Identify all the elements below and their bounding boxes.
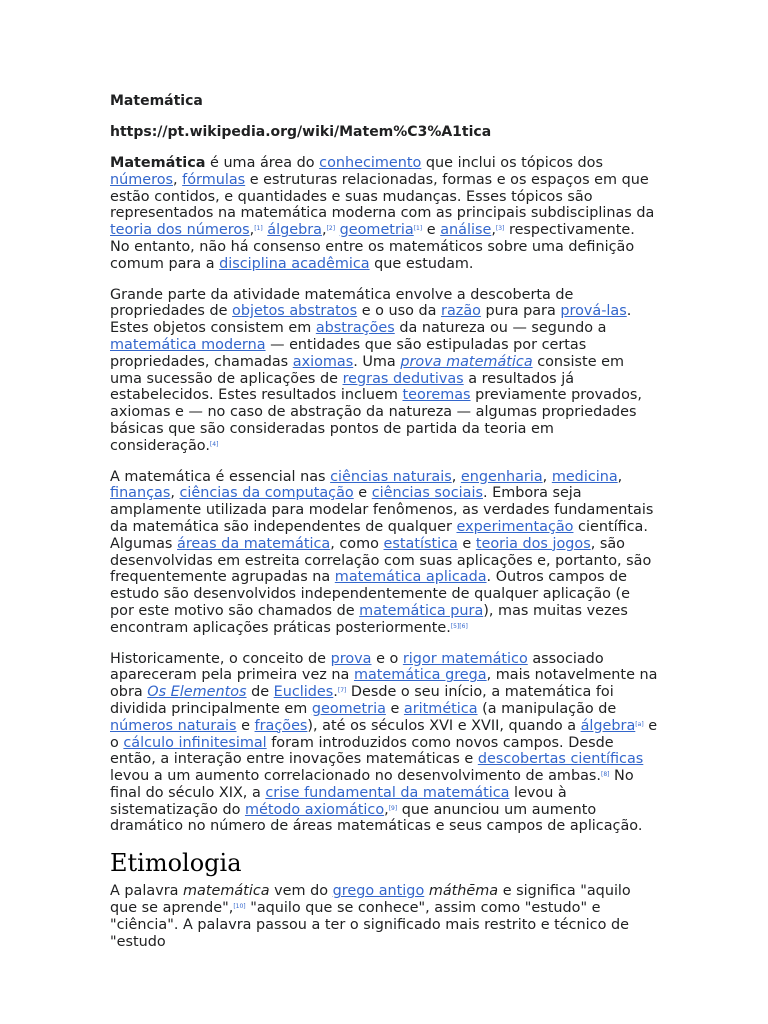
footnote-ref[interactable]: [9] <box>388 804 398 812</box>
footnote-ref[interactable]: [7] <box>337 687 347 695</box>
footnote-ref[interactable]: [10] <box>233 903 246 911</box>
paragraph-etymology: A palavra matemática vem do grego antigo máthēma e significa "aquilo que se aprende",[10] "aquilo que se conhece", assim como "estudo" e "ciência". A palavra passou a ter o significado mais restrito e técnico de "estudo <box>110 883 631 950</box>
wiki-link[interactable]: números naturais <box>110 717 237 734</box>
wiki-link[interactable]: ciências da computação <box>179 485 354 502</box>
paragraph-abstract-objects: Grande parte da atividade matemática envolve a descoberta de propriedades de objetos abstratos e o uso da razão pura para prová-las. Estes objetos consistem em abstrações da natureza ou — segundo a matemática moderna — entidades que são estipuladas por certas propriedades, chamadas axiomas. Uma prova matemática consiste em uma sucessão de aplicações de regras dedutivas a resultados já estabelecidos. Estes resultados incluem teoremas previamente provados, axiomas e — no caso de abstração da natureza — algumas propriedades básicas que são consideradas pontos de partida da teoria em consideração.[4] <box>110 286 642 454</box>
wiki-link[interactable]: fórmulas <box>182 171 246 188</box>
wiki-link[interactable]: crise fundamental da matemática <box>265 784 510 801</box>
wiki-link[interactable]: finanças <box>110 485 171 502</box>
wiki-link[interactable]: experimentação <box>456 518 574 535</box>
wiki-link[interactable]: estatística <box>383 535 458 552</box>
wiki-link[interactable]: objetos abstratos <box>232 303 358 320</box>
bold-term: Matemática <box>110 155 206 171</box>
footnote-ref[interactable]: [4] <box>209 440 219 448</box>
wiki-link[interactable]: regras dedutivas <box>342 370 464 387</box>
paragraph-history: Historicamente, o conceito de prova e o rigor matemático associado apareceram pela primeira vez na matemática grega, mais notavelmente na obra Os Elementos de Euclides.[7] Desde o seu início, a matemática foi dividida principalmente em geometria e aritmética (a manipulação de números naturais e frações), até os séculos XVI e XVII, quando a álgebra[a] e o cálculo infinitesimal foram introduzidos como novos campos. Desde então, a interação entre inovações matemáticas e descobertas científicas levou a um aumento correlacionado no desenvolvimento de ambas.[8] No final do século XIX, a crise fundamental da matemática levou à sistematização do método axiomático,[9] que anunciou um aumento dramático no número de áreas matemáticas e seus campos de aplicação. <box>110 650 658 835</box>
footnote-ref[interactable]: [a] <box>635 720 644 728</box>
footnote-ref[interactable]: [2] <box>326 225 336 233</box>
wiki-link[interactable]: razão <box>441 303 481 320</box>
wiki-link[interactable]: engenharia <box>460 468 543 485</box>
wiki-link[interactable]: grego antigo <box>332 883 425 900</box>
wiki-link[interactable]: matemática grega <box>353 667 487 684</box>
wiki-link[interactable]: matemática moderna <box>110 336 266 353</box>
wiki-link[interactable]: prova matemática <box>400 353 533 370</box>
wiki-link[interactable]: rigor matemático <box>402 650 528 667</box>
wiki-link[interactable]: axiomas <box>292 353 354 370</box>
document-url: https://pt.wikipedia.org/wiki/Matem%C3%A1tica <box>110 124 492 140</box>
wiki-link[interactable]: conhecimento <box>319 155 422 171</box>
article <box>110 93 658 964</box>
footnote-ref[interactable]: [1] <box>254 225 263 233</box>
footnote-ref[interactable]: [5][6] <box>450 622 468 630</box>
wiki-link[interactable]: álgebra <box>267 222 322 239</box>
footnote-ref[interactable]: [8] <box>600 771 610 779</box>
wiki-link[interactable]: disciplina acadêmica <box>219 255 370 272</box>
wiki-link[interactable]: aritmética <box>403 700 478 717</box>
wiki-link[interactable]: álgebra <box>580 717 636 734</box>
wiki-link[interactable]: ciências sociais <box>371 485 483 502</box>
italic-term: matemática <box>183 883 270 900</box>
wiki-link[interactable]: análise <box>440 222 492 239</box>
wiki-link[interactable]: prová-las <box>560 303 627 320</box>
footnote-ref[interactable]: [3] <box>495 225 505 233</box>
wiki-link[interactable]: descobertas científicas <box>477 751 644 768</box>
wiki-link[interactable]: método axiomático <box>244 801 385 818</box>
wiki-link[interactable]: abstrações <box>315 320 395 337</box>
wiki-link[interactable]: áreas da matemática <box>177 535 331 552</box>
wiki-link[interactable]: geometria <box>311 700 386 717</box>
wiki-link[interactable]: matemática aplicada <box>334 569 487 586</box>
section-heading-etimologia: Etimologia <box>110 849 242 878</box>
wiki-link[interactable]: teoria dos números <box>110 222 250 239</box>
wiki-link[interactable]: cálculo infinitesimal <box>123 734 267 751</box>
wiki-link[interactable]: medicina <box>551 468 618 485</box>
paragraph-applications: A matemática é essencial nas ciências naturais, engenharia, medicina, finanças, ciências da computação e ciências sociais. Embora seja amplamente utilizada para modelar fenômenos, as verdades fundamentais da matemática são independentes de qualquer experimentação científica. Algumas áreas da matemática, como estatística e teoria dos jogos, são desenvolvidas em estreita correlação com suas aplicações e, portanto, são frequentemente agrupadas na matemática aplicada. Outros campos de estudo são desenvolvidos independentemente de qualquer aplicação (e por este motivo são chamados de matemática pura), mas muitas vezes encontram aplicações práticas posteriormente.[5][6] <box>110 468 654 636</box>
wiki-link[interactable]: números <box>110 171 174 188</box>
wiki-link[interactable]: teoremas <box>402 387 471 404</box>
paragraph-intro: Matemática é uma área do conhecimento que inclui os tópicos dos números, fórmulas e estruturas relacionadas, formas e os espaços em que estão contidos, e quantidades e suas mudanças. Esses tópicos são representados na matemática moderna com as principais subdisciplinas da teoria dos números,[1] álgebra,[2] geometria[1] e análise,[3] respectivamente. No entanto, não há consenso entre os matemáticos sobre uma definição comum para a disciplina acadêmica que estudam. <box>110 155 655 272</box>
italic-term: máthēma <box>428 883 499 900</box>
wiki-link[interactable]: ciências naturais <box>330 468 452 485</box>
wiki-link[interactable]: frações <box>254 717 308 734</box>
wiki-link[interactable]: teoria dos jogos <box>475 535 591 552</box>
footnote-ref[interactable]: [1] <box>413 225 423 233</box>
wiki-link[interactable]: matemática pura <box>359 602 484 619</box>
document-title: Matemática <box>110 93 203 109</box>
wiki-link[interactable]: prova <box>330 650 372 667</box>
wiki-link[interactable]: geometria <box>339 222 414 239</box>
wiki-link[interactable]: Euclides <box>273 684 334 701</box>
wiki-link[interactable]: Os Elementos <box>147 684 247 701</box>
